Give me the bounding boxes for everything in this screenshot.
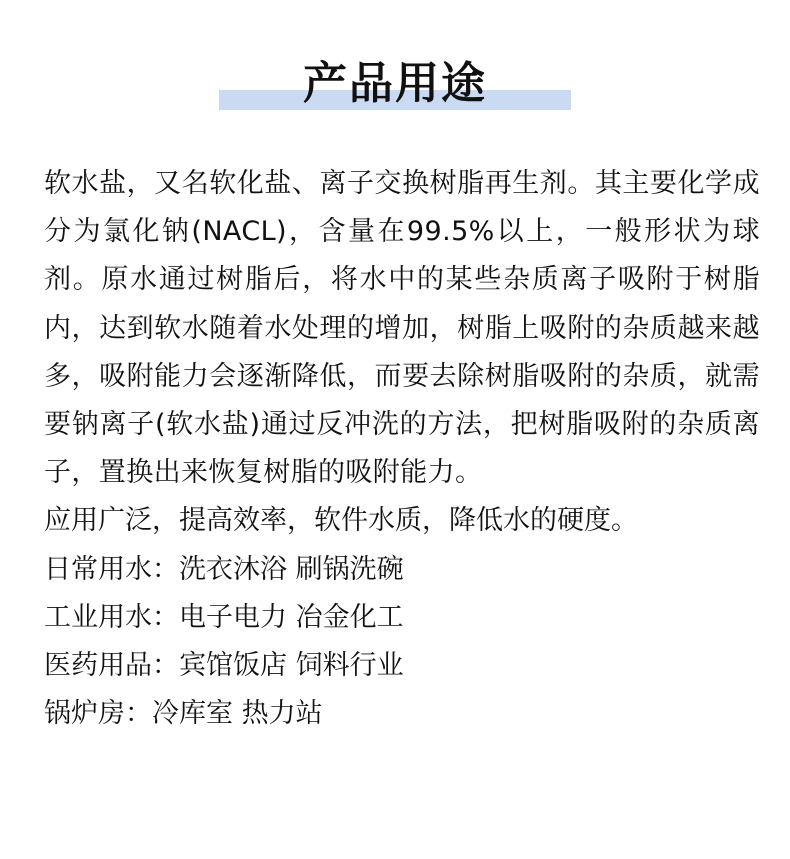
use-industrial-water: 工业用水：电子电力 冶金化工	[44, 601, 404, 633]
content-body	[44, 160, 760, 738]
title-section	[0, 52, 790, 122]
summary-line: 应用广泛，提高效率，软件水质，降低水的硬度。	[44, 505, 638, 537]
page-title: 产品用途	[303, 58, 487, 109]
description-paragraph: 软水盐，又名软化盐、离子交换树脂再生剂。其主要化学成分为氯化钠(NACL)，含量在99.5%以上，一般形状为球剂。原水通过树脂后，将水中的某些杂质离子吸附于树脂内，达到软水随着水处理的增加，树脂上吸附的杂质越来越多，吸附能力会逐渐降低，而要去除树脂吸附的杂质，就需要钠离子(软水盐)通过反冲洗的方法，把树脂吸附的杂质离子，置换出来恢复树脂的吸附能力。	[44, 168, 760, 489]
use-boiler-room: 锅炉房：冷库室 热力站	[44, 698, 323, 730]
use-daily-water: 日常用水：洗衣沐浴 刷锅洗碗	[44, 553, 404, 585]
use-medical-hotel: 医药用品：宾馆饭店 饲料行业	[44, 650, 404, 682]
